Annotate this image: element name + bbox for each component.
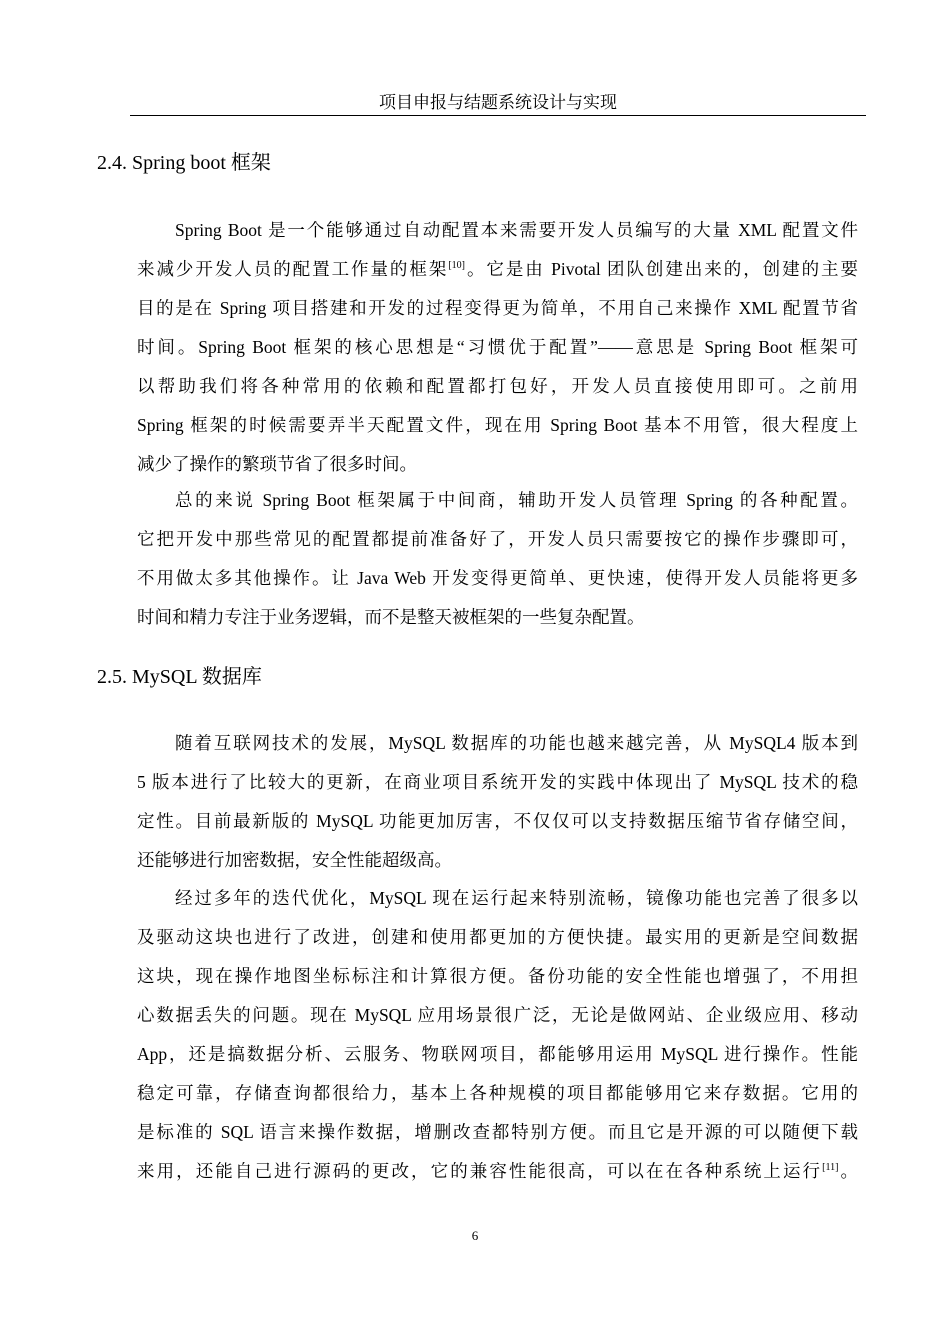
page-number: 6	[471, 1228, 479, 1243]
text-line: 经过多年的迭代优化，MySQL 现在运行起来特别流畅，镜像功能也完善了很多以	[175, 888, 858, 908]
text-line: 还能够进行加密数据，安全性能超级高。	[137, 850, 452, 870]
text-line: 及驱动这块也进行了改进，创建和使用都更加的方便快捷。最实用的更新是空间数据	[137, 927, 858, 947]
running-header: 项目申报与结题系统设计与实现	[379, 93, 617, 112]
text-line: 以帮助我们将各种常用的依赖和配置都打包好，开发人员直接使用即可。之前用	[137, 376, 858, 396]
text-line: 它把开发中那些常见的配置都提前准备好了，开发人员只需要按它的操作步骤即可，	[137, 529, 858, 549]
citation: [10]	[448, 260, 465, 271]
text-line: 是标准的 SQL 语言来操作数据，增删改查都特别方便。而且它是开源的可以随便下载	[137, 1122, 858, 1142]
text-line: App，还是搞数据分析、云服务、物联网项目，都能够用运用 MySQL 进行操作。性能	[137, 1044, 858, 1064]
text-fragment: 来用，还能自己进行源码的更改，它的兼容性能很高，可以在在各种系统上运行	[137, 1161, 823, 1181]
header-rule	[130, 115, 866, 116]
text-line: 5 版本进行了比较大的更新，在商业项目系统开发的实践中体现出了 MySQL 技术的稳	[137, 772, 858, 792]
text-line: Spring Boot 是一个能够通过自动配置本来需要开发人员编写的大量 XML 配置文件	[175, 220, 858, 240]
text-line: 稳定可靠，存储查询都很给力，基本上各种规模的项目都能够用它来存数据。它用的	[137, 1083, 858, 1103]
paragraph	[137, 879, 858, 1191]
text-fragment: 。	[838, 1161, 858, 1181]
text-line: 减少了操作的繁琐节省了很多时间。	[137, 454, 417, 474]
text-fragment: 来减少开发人员的配置工作量的框架	[137, 259, 449, 279]
text-line: 随着互联网技术的发展，MySQL 数据库的功能也越来越完善，从 MySQL4 版本到	[175, 733, 858, 753]
section-heading-mysql: 2.5. MySQL 数据库	[97, 666, 262, 688]
text-line: 时间和精力专注于业务逻辑，而不是整天被框架的一些复杂配置。	[137, 607, 645, 627]
text-line: 不用做太多其他操作。让 Java Web 开发变得更简单、更快速，使得开发人员能将更多	[137, 568, 858, 588]
text-fragment: 。它是由 Pivotal 团队创建出来的，创建的主要	[464, 259, 858, 279]
paragraph	[137, 724, 858, 880]
citation: [11]	[822, 1162, 839, 1173]
text-line	[137, 1152, 858, 1191]
text-line: 心数据丢失的问题。现在 MySQL 应用场景很广泛，无论是做网站、企业级应用、移动	[137, 1005, 858, 1025]
text-line: 定性。目前最新版的 MySQL 功能更加厉害，不仅仅可以支持数据压缩节省存储空间，	[137, 811, 858, 831]
paragraph	[137, 211, 858, 484]
text-line	[137, 250, 858, 289]
text-line: 总的来说 Spring Boot 框架属于中间商，辅助开发人员管理 Spring 的各种配置。	[175, 490, 858, 510]
text-line: Spring 框架的时候需要弄半天配置文件，现在用 Spring Boot 基本不用管，很大程度上	[137, 415, 858, 435]
paragraph	[137, 481, 858, 637]
text-line: 目的是在 Spring 项目搭建和开发的过程变得更为简单，不用自己来操作 XML 配置节省	[137, 298, 858, 318]
section-heading-spring-boot: 2.4. Spring boot 框架	[97, 152, 271, 174]
text-line: 时间。Spring Boot 框架的核心思想是“习惯优于配置”——意思是 Spring Boot 框架可	[137, 337, 858, 357]
text-line: 这块，现在操作地图坐标标注和计算很方便。备份功能的安全性能也增强了，不用担	[137, 966, 858, 986]
